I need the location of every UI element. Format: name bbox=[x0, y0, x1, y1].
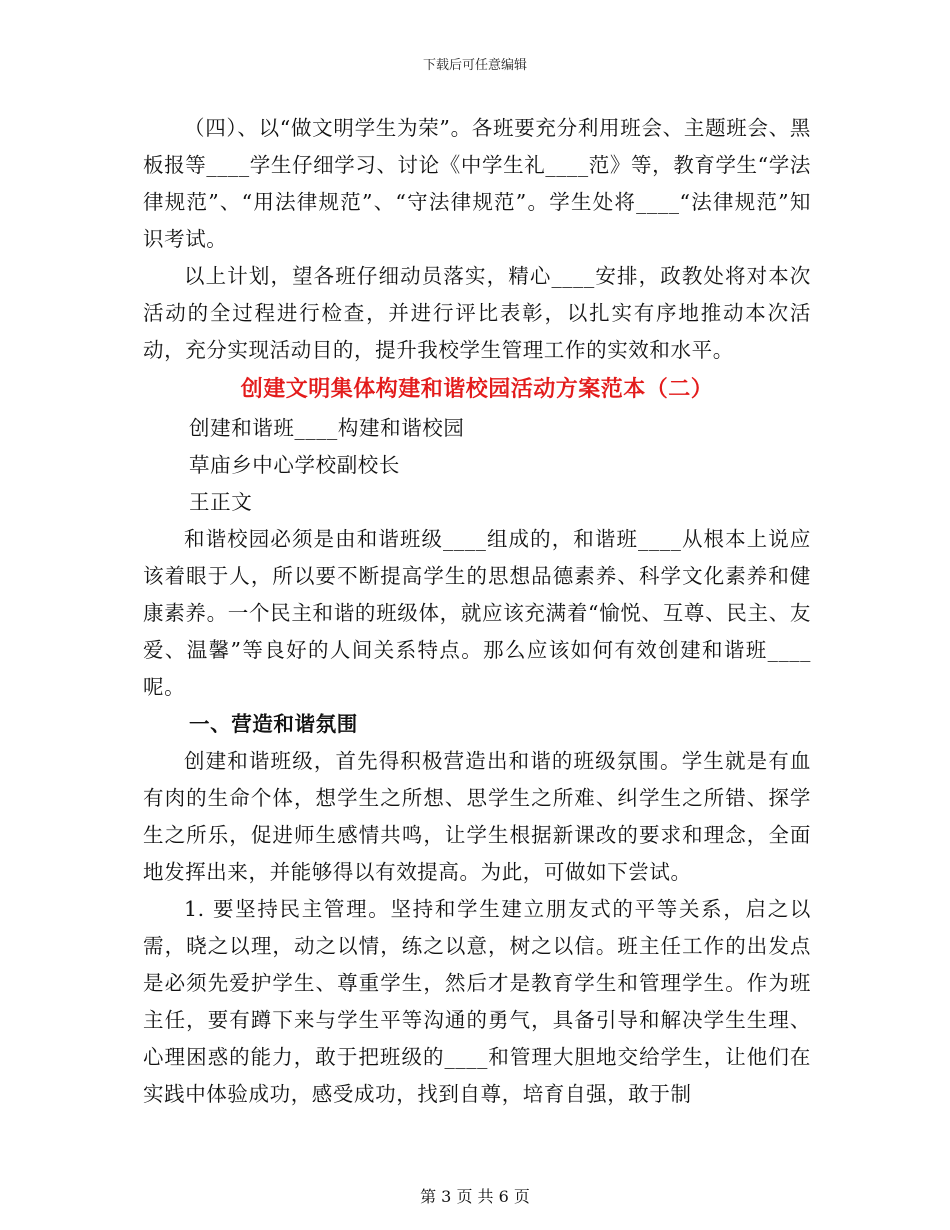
paragraph: 创建和谐班级，首先得积极营造出和谐的班级氛围。学生就是有血有肉的生命个体，想学生之所想、思学生之所难、纠学生之所错、探学生之所乐，促进师生感情共鸣，让学生根据新课改的要求和理念，全面地发挥出来，并能够得以有效提高。为此，可做如下尝试。 bbox=[143, 749, 811, 884]
subtitle-line: 创建和谐班____构建和谐校园 bbox=[189, 416, 465, 440]
author-name: 王正文 bbox=[189, 490, 253, 514]
paragraph: （四）、以“做文明学生为荣”。各班要充分利用班会、主题班会、黑板报等____学生仔细学习、讨论《中学生礼____范》等，教育学生“学法律规范”、“用法律规范”、“守法律规范”。学生处将____“法律规范”知识考试。 bbox=[143, 116, 811, 251]
paragraph: 1. 要坚持民主管理。坚持和学生建立朋友式的平等关系，启之以需，晓之以理，动之以情，练之以意，树之以信。班主任工作的出发点是必须先爱护学生、尊重学生，然后才是教育学生和管理学生。作为班主任，要有蹲下来与学生平等沟通的勇气，具备引导和解决学生生理、心理困惑的能力，敢于把班级的____和管理大胆地交给学生，让他们在实践中体验成功，感受成功，找到自尊，培育自强，敢于制 bbox=[143, 897, 811, 1106]
paragraph: 以上计划，望各班仔细动员落实，精心____安排，政教处将对本次活动的全过程进行检查，并进行评比表彰，以扎实有序地推动本次活动，充分实现活动目的，提升我校学生管理工作的实效和水平。 bbox=[143, 264, 811, 362]
page-footer: 第 3 页 共 6 页 bbox=[420, 1187, 530, 1206]
page-header: 下载后可任意编辑 bbox=[422, 58, 527, 73]
author-affiliation: 草庙乡中心学校副校长 bbox=[189, 453, 400, 477]
document-body bbox=[143, 110, 811, 1113]
paragraph: 和谐校园必须是由和谐班级____组成的，和谐班____从根本上说应该着眼于人，所以要不断提高学生的思想品德素养、科学文化素养和健康素养。一个民主和谐的班级体，就应该充满着“愉悦、互尊、民主、友爱、温馨”等良好的人间关系特点。那么应该如何有效创建和谐班____呢。 bbox=[143, 527, 811, 699]
section-title: 创建文明集体构建和谐校园活动方案范本（二） bbox=[240, 376, 714, 402]
section-heading: 一、营造和谐氛围 bbox=[189, 712, 358, 736]
